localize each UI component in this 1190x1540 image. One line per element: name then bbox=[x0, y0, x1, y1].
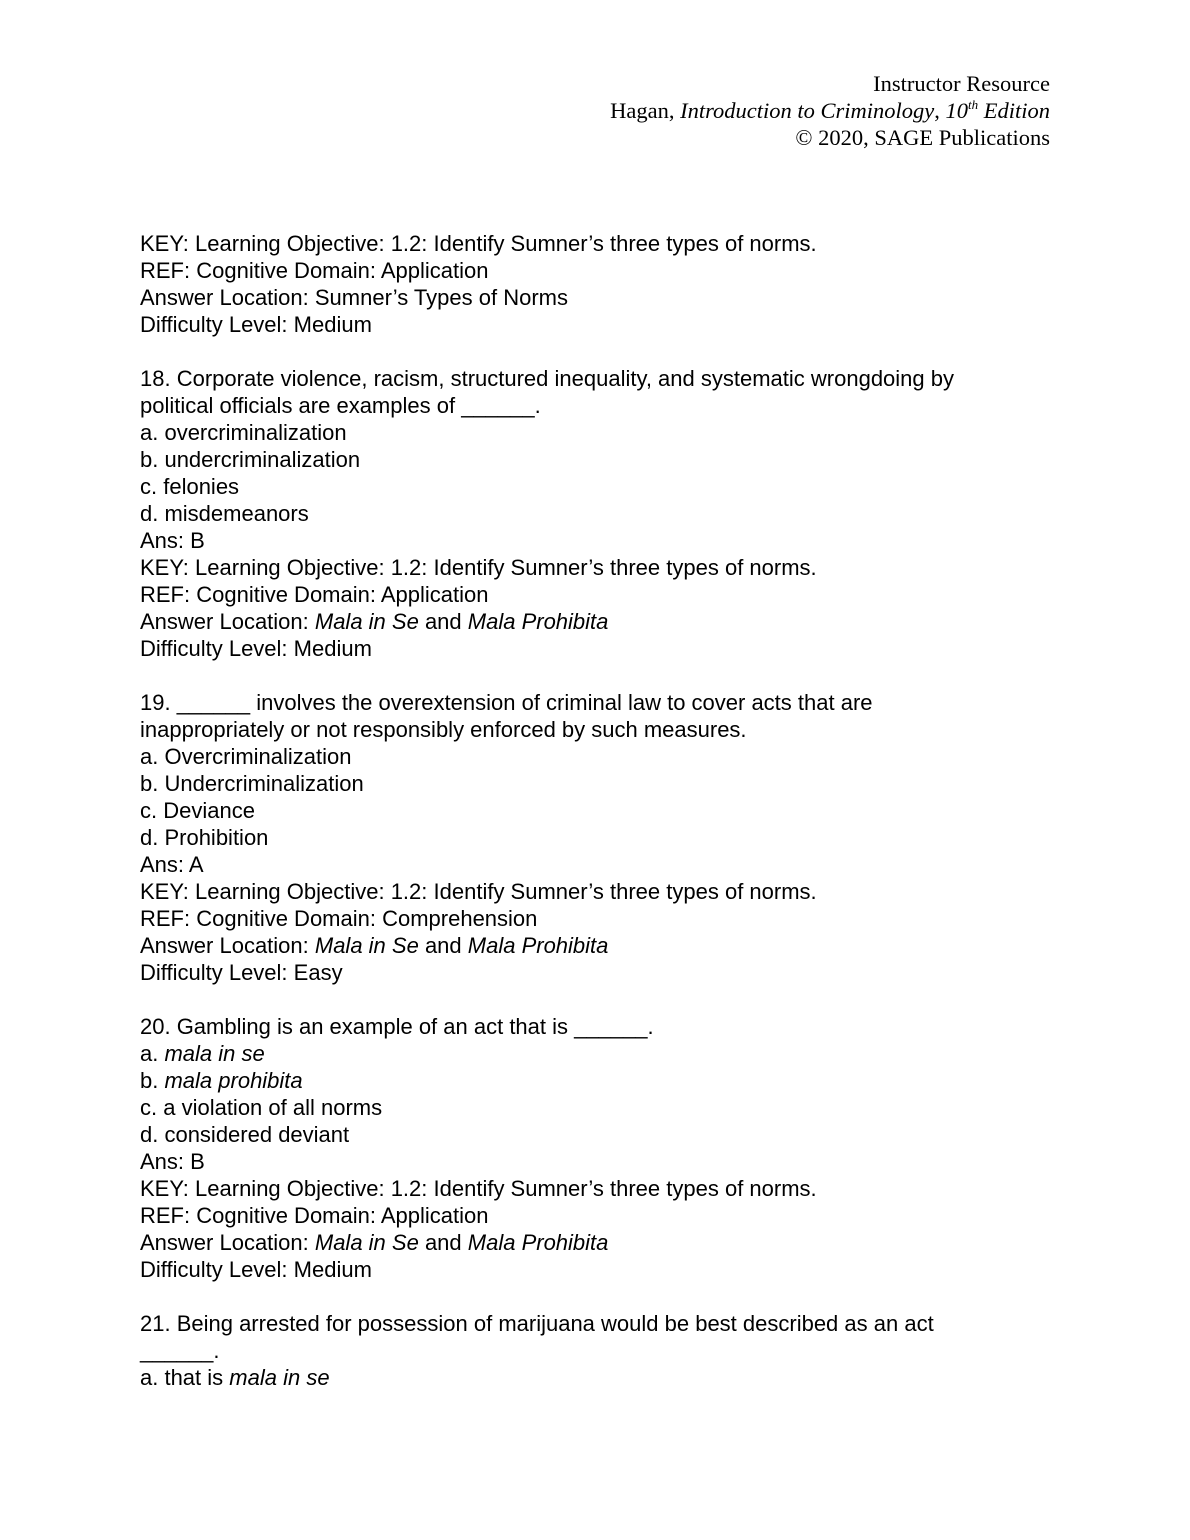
q18-key: KEY: Learning Objective: 1.2: Identify Sumner’s three types of norms. bbox=[140, 555, 817, 580]
q19-answer: Ans: A bbox=[140, 852, 204, 877]
header-separator: , bbox=[934, 98, 946, 123]
q20-option-b-text: mala prohibita bbox=[164, 1068, 303, 1093]
carryover-block bbox=[140, 230, 1040, 338]
carryover-location: Answer Location: Sumner’s Types of Norms bbox=[140, 285, 568, 310]
header-copyright-line: © 2020, SAGE Publications bbox=[795, 125, 1050, 150]
carryover-difficulty: Difficulty Level: Medium bbox=[140, 312, 372, 337]
q20-difficulty: Difficulty Level: Medium bbox=[140, 1257, 372, 1282]
q20-option-c: c. a violation of all norms bbox=[140, 1095, 383, 1120]
q18-stem-line2: political officials are examples of ______. bbox=[140, 393, 541, 418]
q19-stem-line2: inappropriately or not responsibly enforced by such measures. bbox=[140, 717, 747, 742]
q18-location bbox=[140, 608, 1040, 635]
q21-stem-line2: ______. bbox=[140, 1338, 220, 1363]
q18-answer: Ans: B bbox=[140, 528, 205, 553]
q18-ref: REF: Cognitive Domain: Application bbox=[140, 582, 489, 607]
q19-key: KEY: Learning Objective: 1.2: Identify Sumner’s three types of norms. bbox=[140, 879, 817, 904]
header-edition-number: 10 bbox=[945, 98, 968, 123]
page-header bbox=[610, 70, 1050, 151]
header-book-title: Introduction to Criminology bbox=[680, 98, 935, 123]
q20-location-and: and bbox=[418, 1230, 468, 1255]
q19-option-d: d. Prohibition bbox=[140, 825, 269, 850]
q18-location-prefix: Answer Location: bbox=[140, 609, 315, 634]
q20-key: KEY: Learning Objective: 1.2: Identify Sumner’s three types of norms. bbox=[140, 1176, 817, 1201]
question-18 bbox=[140, 365, 1040, 662]
q20-option-a-prefix: a. bbox=[140, 1041, 165, 1066]
q20-location bbox=[140, 1229, 1040, 1256]
q20-answer: Ans: B bbox=[140, 1149, 205, 1174]
q18-option-c: c. felonies bbox=[140, 474, 240, 499]
q19-difficulty: Difficulty Level: Easy bbox=[140, 960, 343, 985]
header-edition-suffix: th bbox=[968, 97, 979, 112]
q18-location-term1: Mala in Se bbox=[314, 609, 419, 634]
q20-option-b-prefix: b. bbox=[140, 1068, 165, 1093]
document-body bbox=[140, 230, 1040, 1391]
q19-location-term1: Mala in Se bbox=[314, 933, 419, 958]
q20-ref: REF: Cognitive Domain: Application bbox=[140, 1203, 489, 1228]
q18-option-b: b. undercriminalization bbox=[140, 447, 361, 472]
q19-option-c: c. Deviance bbox=[140, 798, 255, 823]
q19-location-and: and bbox=[418, 933, 468, 958]
q19-stem-line1: 19. ______ involves the overextension of criminal law to cover acts that are bbox=[140, 690, 873, 715]
q18-location-term2: Mala Prohibita bbox=[467, 609, 609, 634]
q20-option-a-text: mala in se bbox=[164, 1041, 265, 1066]
q19-location-prefix: Answer Location: bbox=[140, 933, 315, 958]
header-book-line bbox=[610, 97, 1050, 124]
q20-option-b bbox=[140, 1067, 1040, 1094]
q18-stem-line1: 18. Corporate violence, racism, structured inequality, and systematic wrongdoing by bbox=[140, 366, 954, 391]
q20-location-term2: Mala Prohibita bbox=[467, 1230, 609, 1255]
q18-option-d: d. misdemeanors bbox=[140, 501, 309, 526]
q19-option-b: b. Undercriminalization bbox=[140, 771, 364, 796]
q20-location-prefix: Answer Location: bbox=[140, 1230, 315, 1255]
carryover-ref: REF: Cognitive Domain: Application bbox=[140, 258, 489, 283]
q20-location-term1: Mala in Se bbox=[314, 1230, 419, 1255]
q19-option-a: a. Overcriminalization bbox=[140, 744, 352, 769]
q21-stem-line1: 21. Being arrested for possession of marijuana would be best described as an act bbox=[140, 1311, 934, 1336]
q18-location-and: and bbox=[418, 609, 468, 634]
q20-option-a bbox=[140, 1040, 1040, 1067]
q20-stem: 20. Gambling is an example of an act that is ______. bbox=[140, 1014, 654, 1039]
carryover-key: KEY: Learning Objective: 1.2: Identify Sumner’s three types of norms. bbox=[140, 231, 817, 256]
q21-option-a bbox=[140, 1364, 1040, 1391]
q19-location-term2: Mala Prohibita bbox=[467, 933, 609, 958]
q18-difficulty: Difficulty Level: Medium bbox=[140, 636, 372, 661]
question-21 bbox=[140, 1310, 1040, 1391]
q21-option-a-text: mala in se bbox=[229, 1365, 330, 1390]
q20-option-d: d. considered deviant bbox=[140, 1122, 350, 1147]
q21-option-a-prefix: a. that is bbox=[140, 1365, 230, 1390]
header-edition bbox=[946, 98, 1051, 123]
q19-ref: REF: Cognitive Domain: Comprehension bbox=[140, 906, 538, 931]
q19-location bbox=[140, 932, 1040, 959]
question-19 bbox=[140, 689, 1040, 986]
q18-option-a: a. overcriminalization bbox=[140, 420, 347, 445]
question-20 bbox=[140, 1013, 1040, 1283]
header-edition-word: Edition bbox=[978, 98, 1050, 123]
header-author: Hagan, bbox=[610, 98, 681, 123]
header-resource-line: Instructor Resource bbox=[873, 71, 1050, 96]
